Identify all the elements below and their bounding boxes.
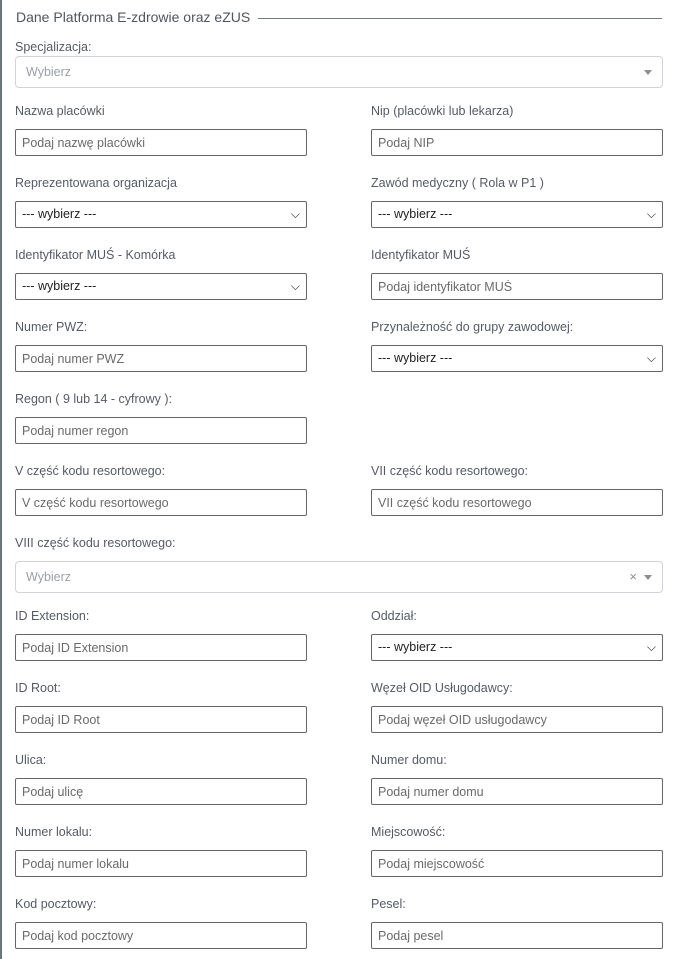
specjalizacja-label: Specjalizacja: (15, 40, 92, 54)
chevron-down-icon: ⌵ (646, 207, 656, 221)
id-root-label: ID Root: (15, 681, 61, 695)
zawod-medyczny-value: --- wybierz --- (378, 207, 453, 221)
caret-down-icon (644, 70, 652, 75)
identyfikator-mus-komorka-value: --- wybierz --- (22, 279, 97, 293)
wezel-oid-input[interactable] (371, 706, 663, 733)
viii-czesc-placeholder: Wybierz (26, 570, 72, 584)
id-extension-input[interactable] (15, 634, 307, 661)
kod-pocztowy-input[interactable] (15, 922, 307, 949)
caret-down-icon (644, 575, 652, 580)
nazwa-placowki-label: Nazwa placówki (15, 104, 105, 118)
nazwa-placowki-input[interactable] (15, 129, 307, 156)
przynaleznosc-label: Przynależność do grupy zawodowej: (371, 320, 574, 334)
przynaleznosc-value: --- wybierz --- (378, 351, 453, 365)
v-czesc-label: V część kodu resortowego: (15, 464, 166, 478)
vii-czesc-input[interactable] (371, 489, 663, 516)
ulica-label: Ulica: (15, 753, 47, 767)
fieldset-legend: Dane Platforma E-zdrowie oraz eZUS (16, 9, 251, 25)
v-czesc-input[interactable] (15, 489, 307, 516)
pesel-label: Pesel: (371, 897, 406, 911)
numer-domu-label: Numer domu: (371, 753, 447, 767)
oddzial-value: --- wybierz --- (378, 640, 453, 654)
viii-czesc-select[interactable] (15, 561, 663, 593)
wezel-oid-label: Węzeł OID Usługodawcy: (371, 681, 513, 695)
reprezentowana-organizacja-select[interactable] (15, 201, 307, 228)
numer-pwz-label: Numer PWZ: (15, 320, 88, 334)
identyfikator-mus-komorka-select[interactable] (15, 273, 307, 300)
nip-label: Nip (placówki lub lekarza) (371, 104, 514, 118)
specjalizacja-select[interactable] (15, 56, 663, 88)
specjalizacja-placeholder: Wybierz (26, 65, 72, 79)
viii-czesc-label: VIII część kodu resortowego: (15, 536, 176, 550)
numer-lokalu-input[interactable] (15, 850, 307, 877)
id-extension-label: ID Extension: (15, 609, 90, 623)
zawod-medyczny-label: Zawód medyczny ( Rola w P1 ) (371, 176, 544, 190)
regon-label: Regon ( 9 lub 14 - cyfrowy ): (15, 392, 173, 406)
nip-input[interactable] (371, 129, 663, 156)
legend-rule (258, 18, 662, 19)
numer-domu-input[interactable] (371, 778, 663, 805)
identyfikator-mus-input[interactable] (371, 273, 663, 300)
ulica-input[interactable] (15, 778, 307, 805)
chevron-down-icon: ⌵ (646, 351, 656, 365)
chevron-down-icon: ⌵ (290, 207, 300, 221)
miejscowosc-input[interactable] (371, 850, 663, 877)
chevron-down-icon: ⌵ (290, 279, 300, 293)
zawod-medyczny-select[interactable] (371, 201, 663, 228)
regon-input[interactable] (15, 417, 307, 444)
reprezentowana-organizacja-label: Reprezentowana organizacja (15, 176, 177, 190)
przynaleznosc-select[interactable] (371, 345, 663, 372)
identyfikator-mus-label: Identyfikator MUŚ (371, 248, 471, 262)
miejscowosc-label: Miejscowość: (371, 825, 446, 839)
identyfikator-mus-komorka-label: Identyfikator MUŚ - Komórka (15, 248, 176, 262)
chevron-down-icon: ⌵ (646, 640, 656, 654)
clear-icon[interactable]: × (629, 569, 637, 584)
id-root-input[interactable] (15, 706, 307, 733)
oddzial-label: Oddział: (371, 609, 417, 623)
kod-pocztowy-label: Kod pocztowy: (15, 897, 97, 911)
reprezentowana-organizacja-value: --- wybierz --- (22, 207, 97, 221)
numer-pwz-input[interactable] (15, 345, 307, 372)
oddzial-select[interactable] (371, 634, 663, 661)
left-border (0, 0, 2, 959)
pesel-input[interactable] (371, 922, 663, 949)
numer-lokalu-label: Numer lokalu: (15, 825, 93, 839)
vii-czesc-label: VII część kodu resortowego: (371, 464, 529, 478)
